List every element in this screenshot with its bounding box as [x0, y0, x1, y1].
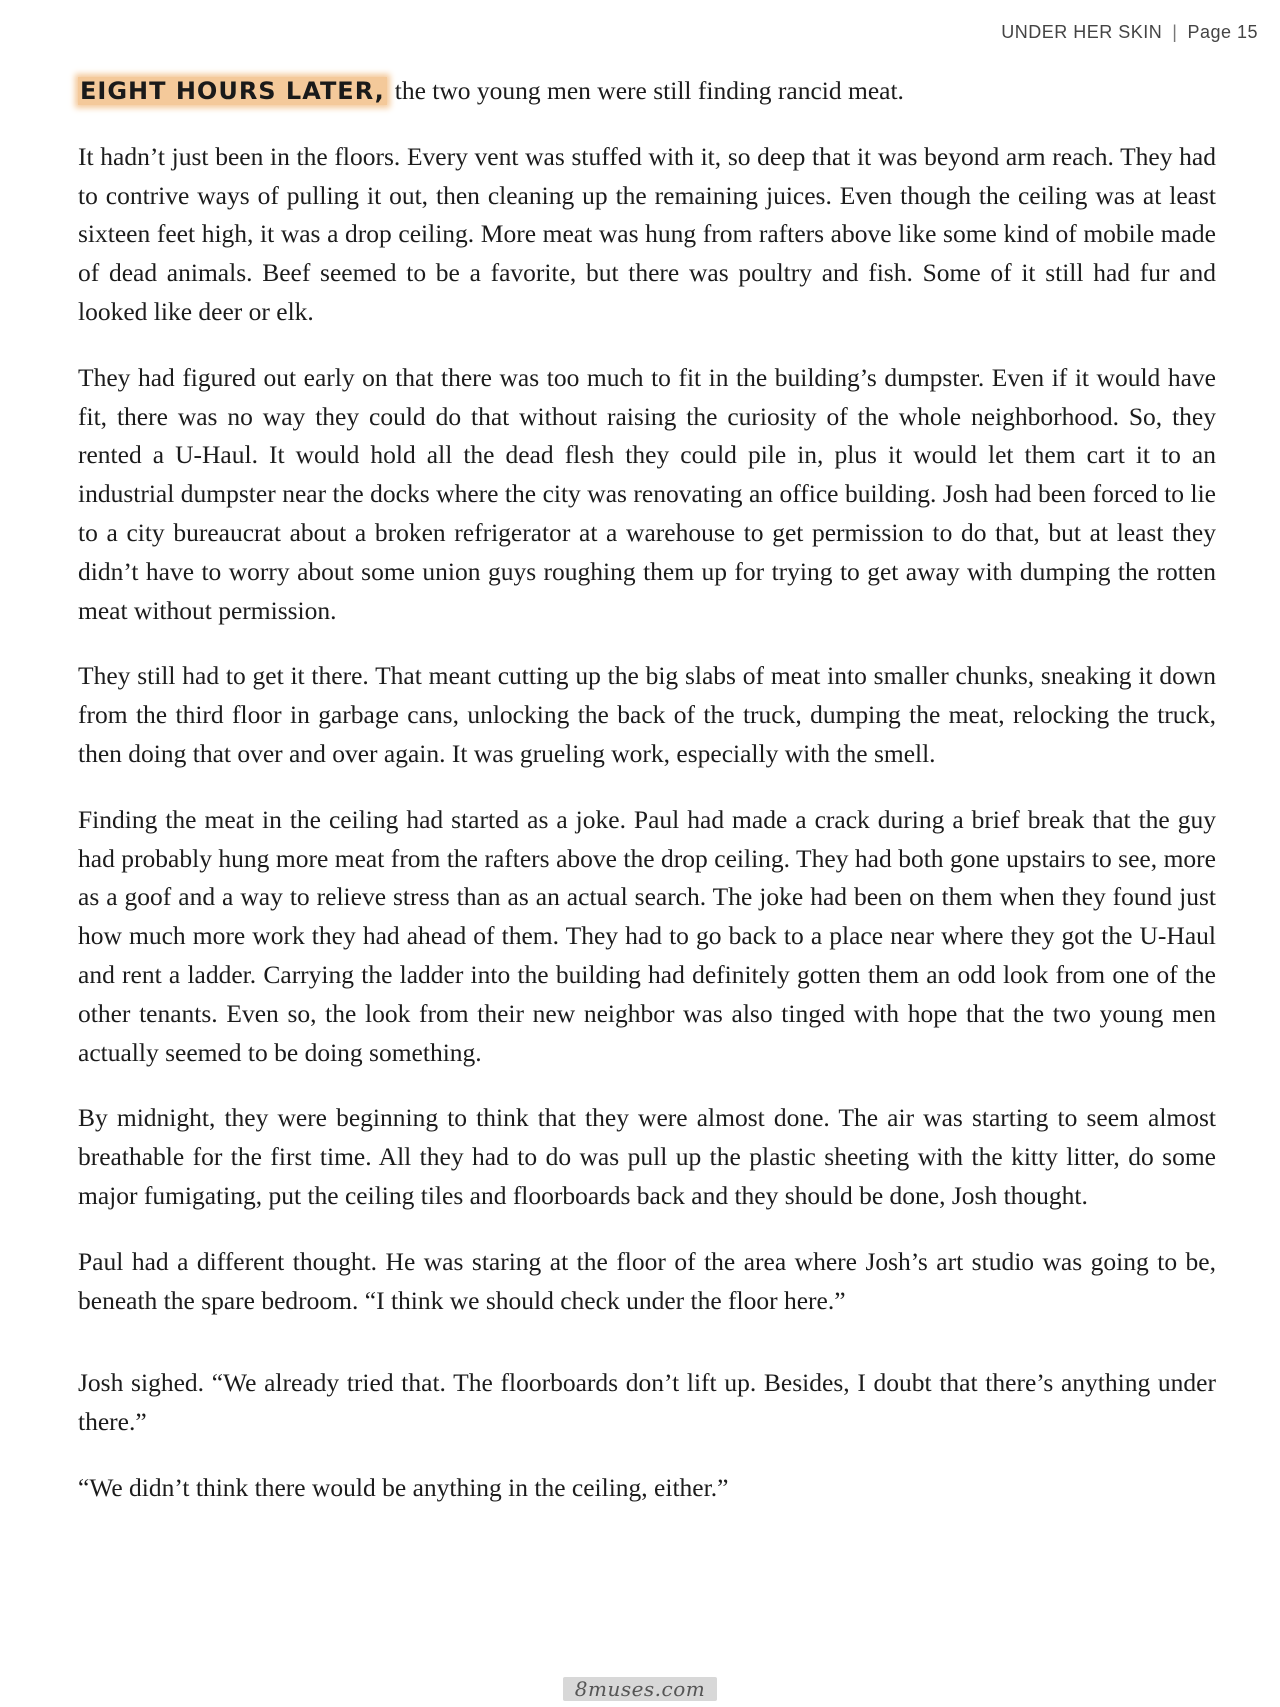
paragraph-8: Josh sighed. “We already tried that. The floorboards don’t lift up. Besides, I doubt that there’s anything under there.”	[78, 1368, 1216, 1437]
paragraph-7: Paul had a different thought. He was staring at the floor of the area where Josh’s art studio was going to be, beneath the spare bedroom. “I think we should check under the floor here.”	[78, 1246, 1216, 1315]
paragraph-1	[78, 72, 1216, 111]
header-separator: |	[1172, 22, 1178, 42]
paragraph-5: Finding the meat in the ceiling had started as a joke. Paul had made a crack during a brief break that the guy had probably hung more meat from the rafters above the drop ceiling. They had both gone upstairs to see, more as a goof and a way to relieve stress than as an actual search. The joke had been on them when they found just how much more work they had ahead of them. They had to go back to a place near where they got the U-Haul and rent a ladder. Carrying the ladder into the building had definitely gotten them an odd look from one of the other tenants. Even so, the look from their new neighbor was also tinged with hope that the two young men actually seemed to be doing something.	[78, 804, 1216, 1067]
watermark	[0, 1677, 1280, 1701]
page-number: Page 15	[1187, 22, 1258, 42]
page-body	[78, 72, 1216, 1535]
running-header	[1001, 22, 1258, 43]
lead-in-caps: EIGHT HOURS LATER,	[80, 77, 385, 105]
watermark-text: 8muses.com	[563, 1677, 718, 1701]
paragraph-3: They had figured out early on that there was too much to fit in the building’s dumpster. Even if it would have fit, there was no way they could do that without raising the curiosity of the whole neighborhood. So, they rented a U-Haul. It would hold all the dead flesh they could pile in, plus it would let them cart it to an industrial dumpster near the docks where the city was renovating an office building. Josh had been forced to lie to a city bureaucrat about a broken refrigerator at a warehouse to get permission to do that, but at least they didn’t have to worry about some union guys roughing them up for trying to get away with dumping the rotten meat without permission.	[78, 362, 1216, 625]
paragraph-1-text: the two young men were still finding rancid meat.	[394, 76, 904, 105]
paragraph-9: “We didn’t think there would be anything in the ceiling, either.”	[78, 1472, 729, 1502]
book-title: UNDER HER SKIN	[1001, 22, 1163, 42]
paragraph-6: By midnight, they were beginning to think that they were almost done. The air was starting to seem almost breathable for the first time. All they had to do was pull up the plastic sheeting with the kitty litter, do some major fumigating, put the ceiling tiles and floorboards back and they should be done, Josh thought.	[78, 1103, 1216, 1210]
paragraph-4: They still had to get it there. That meant cutting up the big slabs of meat into smaller chunks, sneaking it down from the third floor in garbage cans, unlocking the back of the truck, dumping the meat, relocking the truck, then doing that over and over again. It was grueling work, especially with the smell.	[78, 661, 1216, 768]
paragraph-2: It hadn’t just been in the floors. Every vent was stuffed with it, so deep that it was beyond arm reach. They had to contrive ways of pulling it out, then cleaning up the remaining juices. Even though the ceiling was at least sixteen feet high, it was a drop ceiling. More meat was hung from rafters above like some kind of mobile made of dead animals. Beef seemed to be a favorite, but there was poultry and fish. Some of it still had fur and looked like deer or elk.	[78, 141, 1216, 326]
